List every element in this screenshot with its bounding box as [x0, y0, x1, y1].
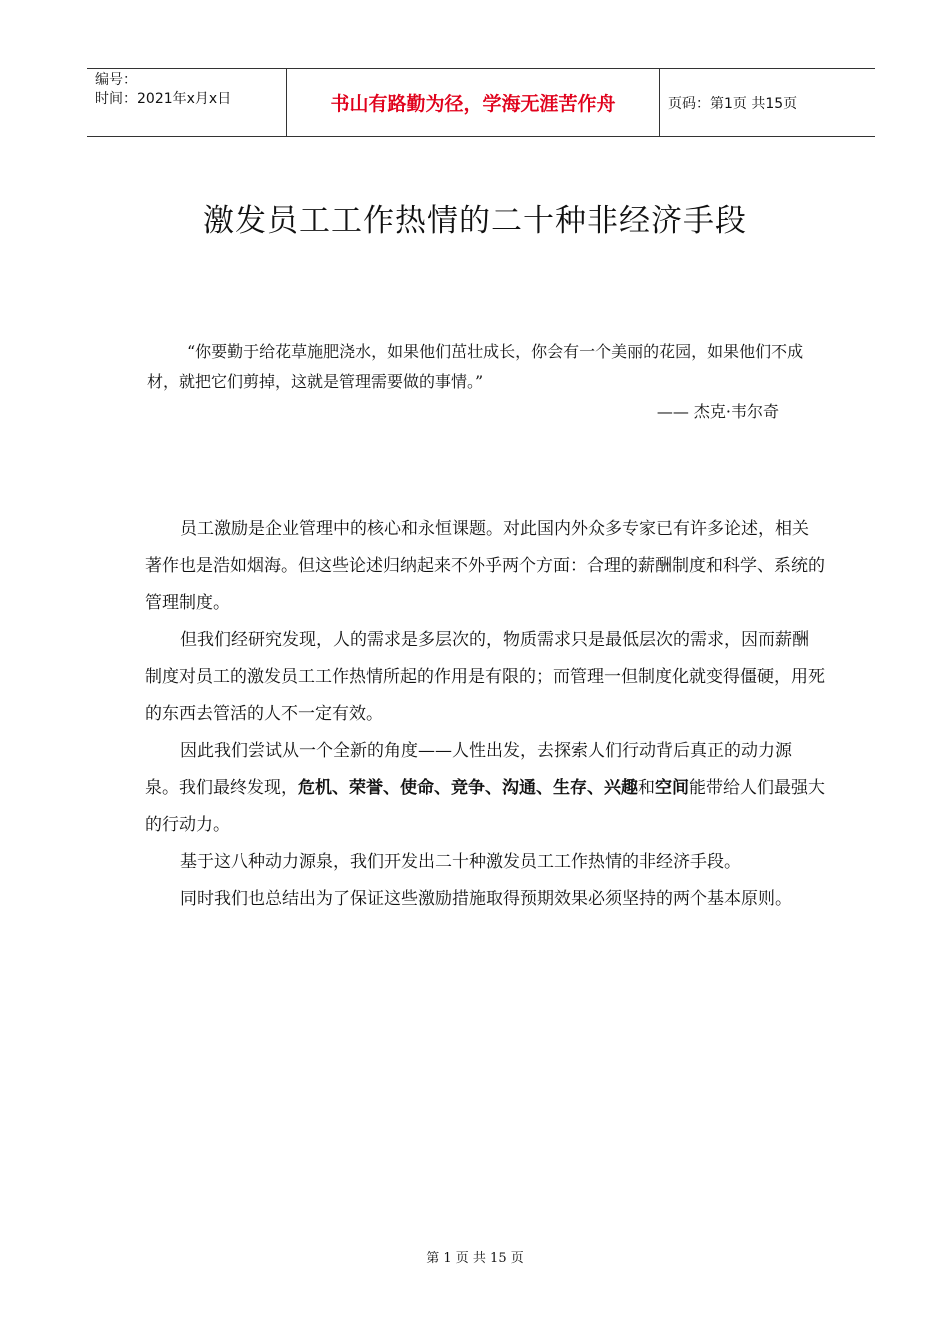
header-motto: 书山有路勤为径，学海无涯苦作舟: [287, 69, 660, 136]
paragraph-3-tail: 能带给人们最强大的行动力。: [145, 778, 825, 835]
quote-text: “你要勤于给花草施肥浇水，如果他们茁壮成长，你会有一个美丽的花园，如果他们不成材，就把它们剪掉，这就是管理需要做的事情。”: [147, 342, 804, 391]
quote-block: [147, 337, 827, 427]
number-label: 编号：: [95, 72, 137, 88]
page-footer: 第 1 页 共 15 页: [426, 1251, 524, 1266]
document-header: [87, 68, 875, 137]
header-page-info: 页码：第1页 共15页: [668, 95, 798, 112]
paragraph-3-lead: 因此我们尝试从一个全新的角度——人性出发，去探索人们行动背后真正的动力源泉。我们最终发现，: [145, 741, 792, 798]
time-label: 时间：2021年x月x日: [95, 91, 232, 107]
header-meta: [87, 69, 287, 136]
paragraph-3: [145, 733, 825, 844]
paragraph-3-and: 和: [638, 778, 655, 798]
keyword-last: 空间: [655, 778, 689, 798]
page-title: 激发员工工作热情的二十种非经济手段: [203, 203, 747, 239]
paragraph-1: 员工激励是企业管理中的核心和永恒课题。对此国内外众多专家已有许多论述，相关著作也是浩如烟海。但这些论述归纳起来不外乎两个方面：合理的薪酬制度和科学、系统的管理制度。: [145, 519, 825, 613]
paragraph-5: 同时我们也总结出为了保证这些激励措施取得预期效果必须坚持的两个基本原则。: [180, 889, 792, 909]
body-text: [145, 511, 825, 918]
paragraph-4: 基于这八种动力源泉，我们开发出二十种激发员工工作热情的非经济手段。: [180, 852, 741, 872]
quote-author: —— 杰克·韦尔奇: [656, 402, 779, 421]
keyword-list: 危机、荣誉、使命、竞争、沟通、生存、兴趣: [298, 778, 638, 798]
paragraph-2: 但我们经研究发现，人的需求是多层次的，物质需求只是最低层次的需求，因而薪酬制度对员工的激发员工工作热情所起的作用是有限的；而管理一但制度化就变得僵硬，用死的东西去管活的人不一定有效。: [145, 630, 825, 724]
